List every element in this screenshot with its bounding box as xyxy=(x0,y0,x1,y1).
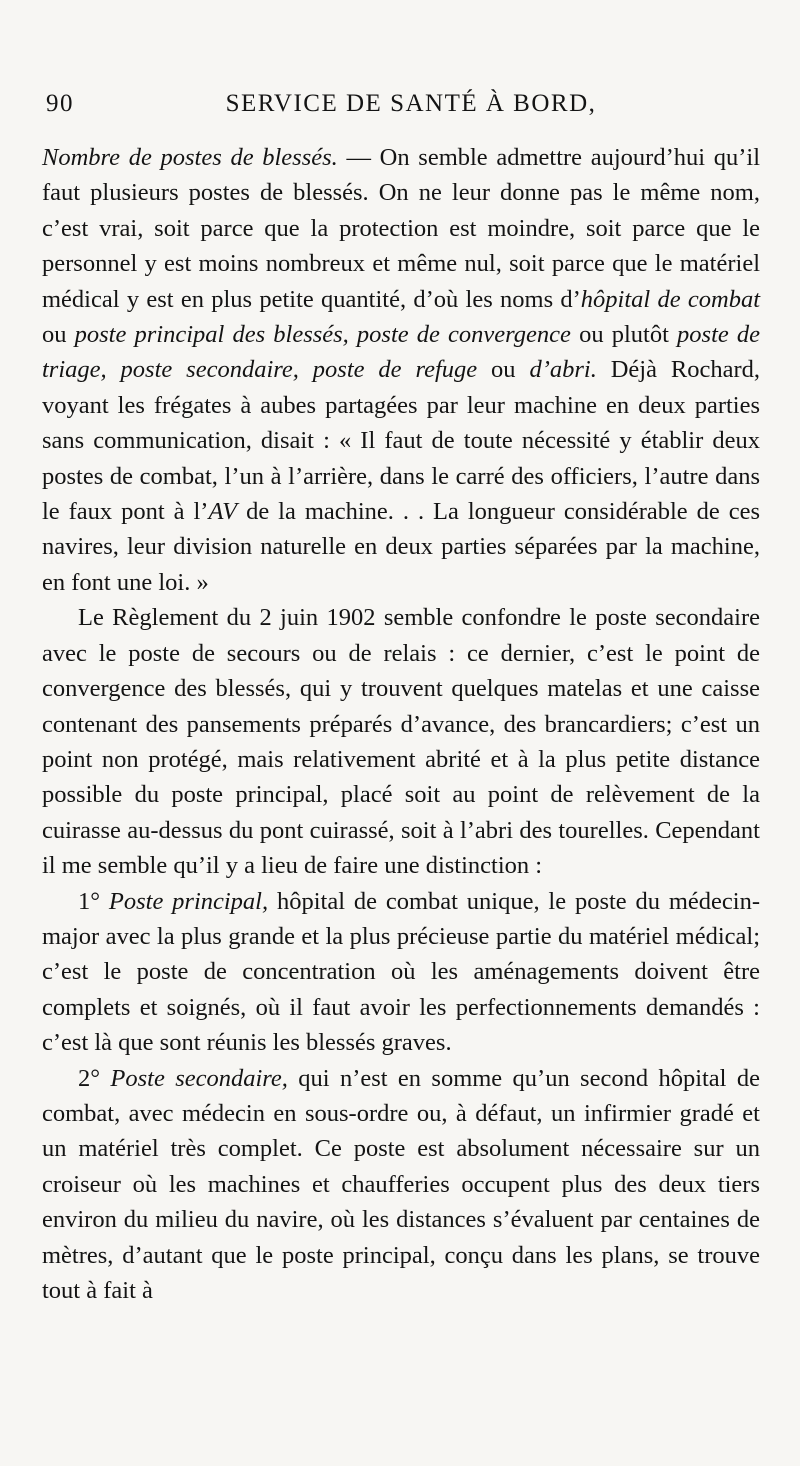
italic-text: AV xyxy=(208,498,238,526)
page-number: 90 xyxy=(46,90,74,117)
italic-text: poste de triage, poste secondaire, poste de refuge xyxy=(42,321,761,384)
paragraph xyxy=(42,600,760,883)
text-run: ou xyxy=(477,356,530,384)
italic-text: Poste secondaire, xyxy=(110,1064,288,1092)
text-run: de la machine. . . La longueur considérable de ces navires, leur division naturelle en deux parties séparées par la machine, en font une loi. » xyxy=(42,498,760,596)
text-run: — On semble admettre aujourd’hui qu’il faut plusieurs postes de blessés. On ne leur donne pas le même nom, c’est vrai, soit parce que la protection est moindre, soit parce que le personnel y est moins nombreux et même nul, soit parce que le matériel médical y est en plus petite quantité, d’où les noms d’ xyxy=(42,144,760,313)
text-run: qui n’est en somme qu’un second hôpital de combat, avec médecin en sous-ordre ou, à défaut, un infirmier gradé et un matériel très complet. Ce poste est absolument nécessaire sur un croiseur où les machines et chaufferies occupent plus des deux tiers environ du milieu du navire, où les distances s’évaluent par centaines de mètres, d’autant que le poste principal, conçu dans les plans, se trouve tout à fait à xyxy=(42,1064,760,1304)
text-run: hôpital de combat unique, le poste du médecin-major avec la plus grande et la plus précieuse partie du matériel médical; c’est le poste de concentration où les aménagements doivent être complets et soignés, où il faut avoir les perfectionnements demandés : c’est là que sont réunis les blessés graves. xyxy=(42,887,760,1057)
running-head: SERVICE DE SANTÉ À BORD, xyxy=(225,90,597,117)
italic-text: d’abri. xyxy=(529,356,597,384)
text-run: ou xyxy=(42,321,75,349)
text-run: 1° xyxy=(78,887,109,915)
paragraph xyxy=(42,1061,760,1309)
italic-text: Nombre de postes de blessés. xyxy=(42,144,338,171)
text-run: Le Règlement du 2 juin 1902 semble confondre le poste secondaire avec le poste de secours ou de relais : ce dernier, c’est le point de convergence des blessés, qui y trouvent quelques matelas et une caisse contenant des pansements préparés d’avance, des brancardiers; c’est un point non protégé, mais relativement abrité et à la plus petite distance possible du poste principal, placé soit au point de relèvement de la cuirasse au-dessus du pont cuirassé, soit à l’abri des tourelles. Cependant il me semble qu’il y a lieu de faire une distinction : xyxy=(42,604,760,880)
text-run: 2° xyxy=(78,1064,111,1092)
body-text xyxy=(42,140,760,1308)
text-run: ou plutôt xyxy=(570,321,678,349)
paragraph xyxy=(42,884,760,1061)
text-run: Déjà Rochard, voyant les frégates à aubes partagées par leur machine en deux parties sans communication, disait : « Il faut de toute nécessité y établir deux postes de combat, l’un à l’arrière, dans le carré des officiers, l’autre dans le faux pont à l’ xyxy=(42,356,760,526)
italic-text: poste principal des blessés, poste de convergence xyxy=(74,321,571,349)
italic-text: Poste principal, xyxy=(108,887,269,915)
italic-text: hôpital de combat xyxy=(580,285,761,313)
paragraph xyxy=(42,140,760,600)
